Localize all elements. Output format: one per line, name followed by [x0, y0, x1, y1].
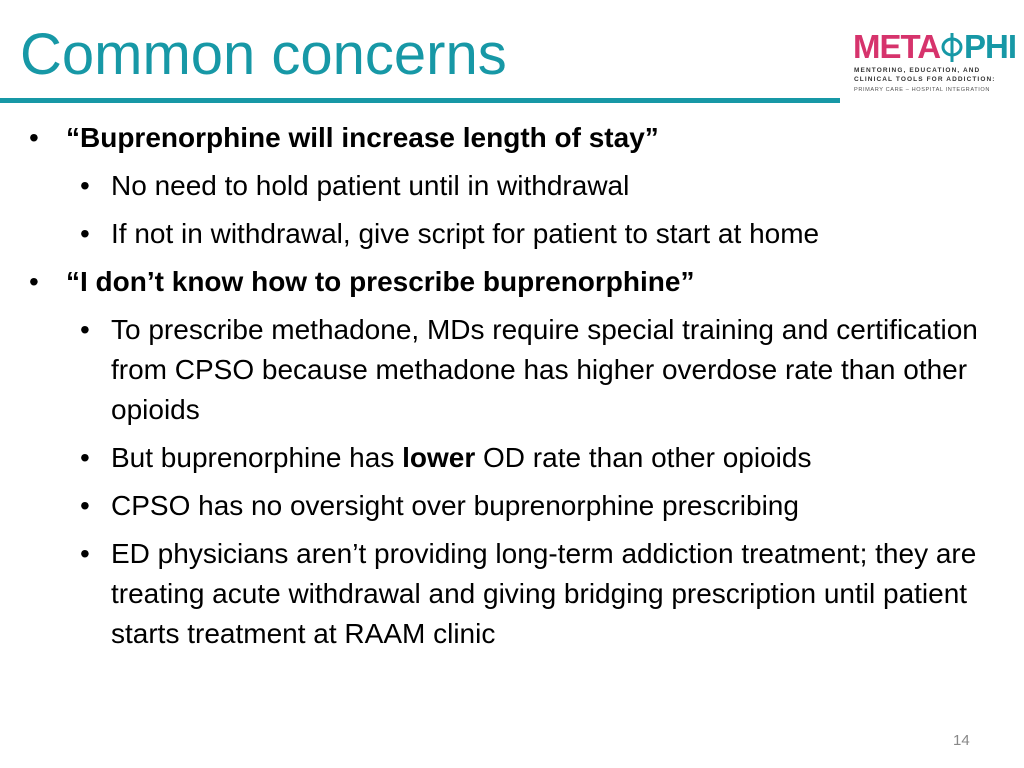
bullet-item: [0, 262, 1024, 302]
sub-bullet-text: ED physicians aren’t providing long-term addiction treatment; they are treating acute withdrawal and giving bridging prescription until patient starts treatment at RAAM clinic: [111, 538, 977, 649]
emphasis-lower: lower: [402, 442, 476, 473]
logo-word-meta: META: [853, 28, 941, 65]
bullet-dot: •: [80, 490, 90, 521]
bullet-item: [0, 118, 1024, 158]
logo-wordmark: [853, 30, 1016, 64]
sub-bullet-item: [0, 214, 991, 254]
bullet-dot: •: [80, 538, 90, 569]
bullet-dot: •: [80, 170, 90, 201]
logo-tagline-3: PRIMARY CARE – HOSPITAL INTEGRATION: [854, 87, 991, 93]
metaphi-logo: [853, 28, 1017, 96]
sub-bullet-text: To prescribe methadone, MDs require special training and certification from CPSO because methadone has higher overdose rate than other opioids: [111, 314, 978, 425]
title-underline: [0, 98, 840, 103]
sub-bullet-text: CPSO has no oversight over buprenorphine prescribing: [111, 490, 799, 521]
sub-bullet-text: If not in withdrawal, give script for patient to start at home: [111, 218, 820, 249]
page-number: 14: [953, 732, 970, 749]
sub-bullet-item: [0, 534, 991, 654]
sub-bullet-item: [0, 166, 991, 206]
bullet-dot: •: [80, 442, 90, 473]
sub-bullet-item: [0, 486, 991, 526]
bullet-dot: •: [29, 122, 39, 153]
bullet-dot: •: [80, 218, 90, 249]
sub-bullet-text: No need to hold patient until in withdrawal: [111, 170, 630, 201]
sub-bullet-item: [0, 438, 991, 478]
logo-tagline-1: MENTORING, EDUCATION, AND: [854, 67, 981, 74]
bullet-text: “I don’t know how to prescribe buprenorphine”: [66, 266, 695, 297]
logo-tagline-2: CLINICAL TOOLS FOR ADDICTION:: [854, 76, 996, 83]
logo-word-phi: PHI: [964, 28, 1017, 65]
bullet-text: “Buprenorphine will increase length of stay”: [66, 122, 659, 153]
slide-title: Common concerns: [20, 22, 507, 87]
sub-bullet-item: [0, 310, 991, 430]
sub-bullet-text-before: But buprenorphine has: [111, 442, 403, 473]
phi-symbol-icon: [940, 30, 964, 64]
sub-bullet-text-after: OD rate than other opioids: [475, 442, 812, 473]
bullet-list: [0, 118, 1024, 662]
bullet-dot: •: [29, 266, 39, 297]
bullet-dot: •: [80, 314, 90, 345]
